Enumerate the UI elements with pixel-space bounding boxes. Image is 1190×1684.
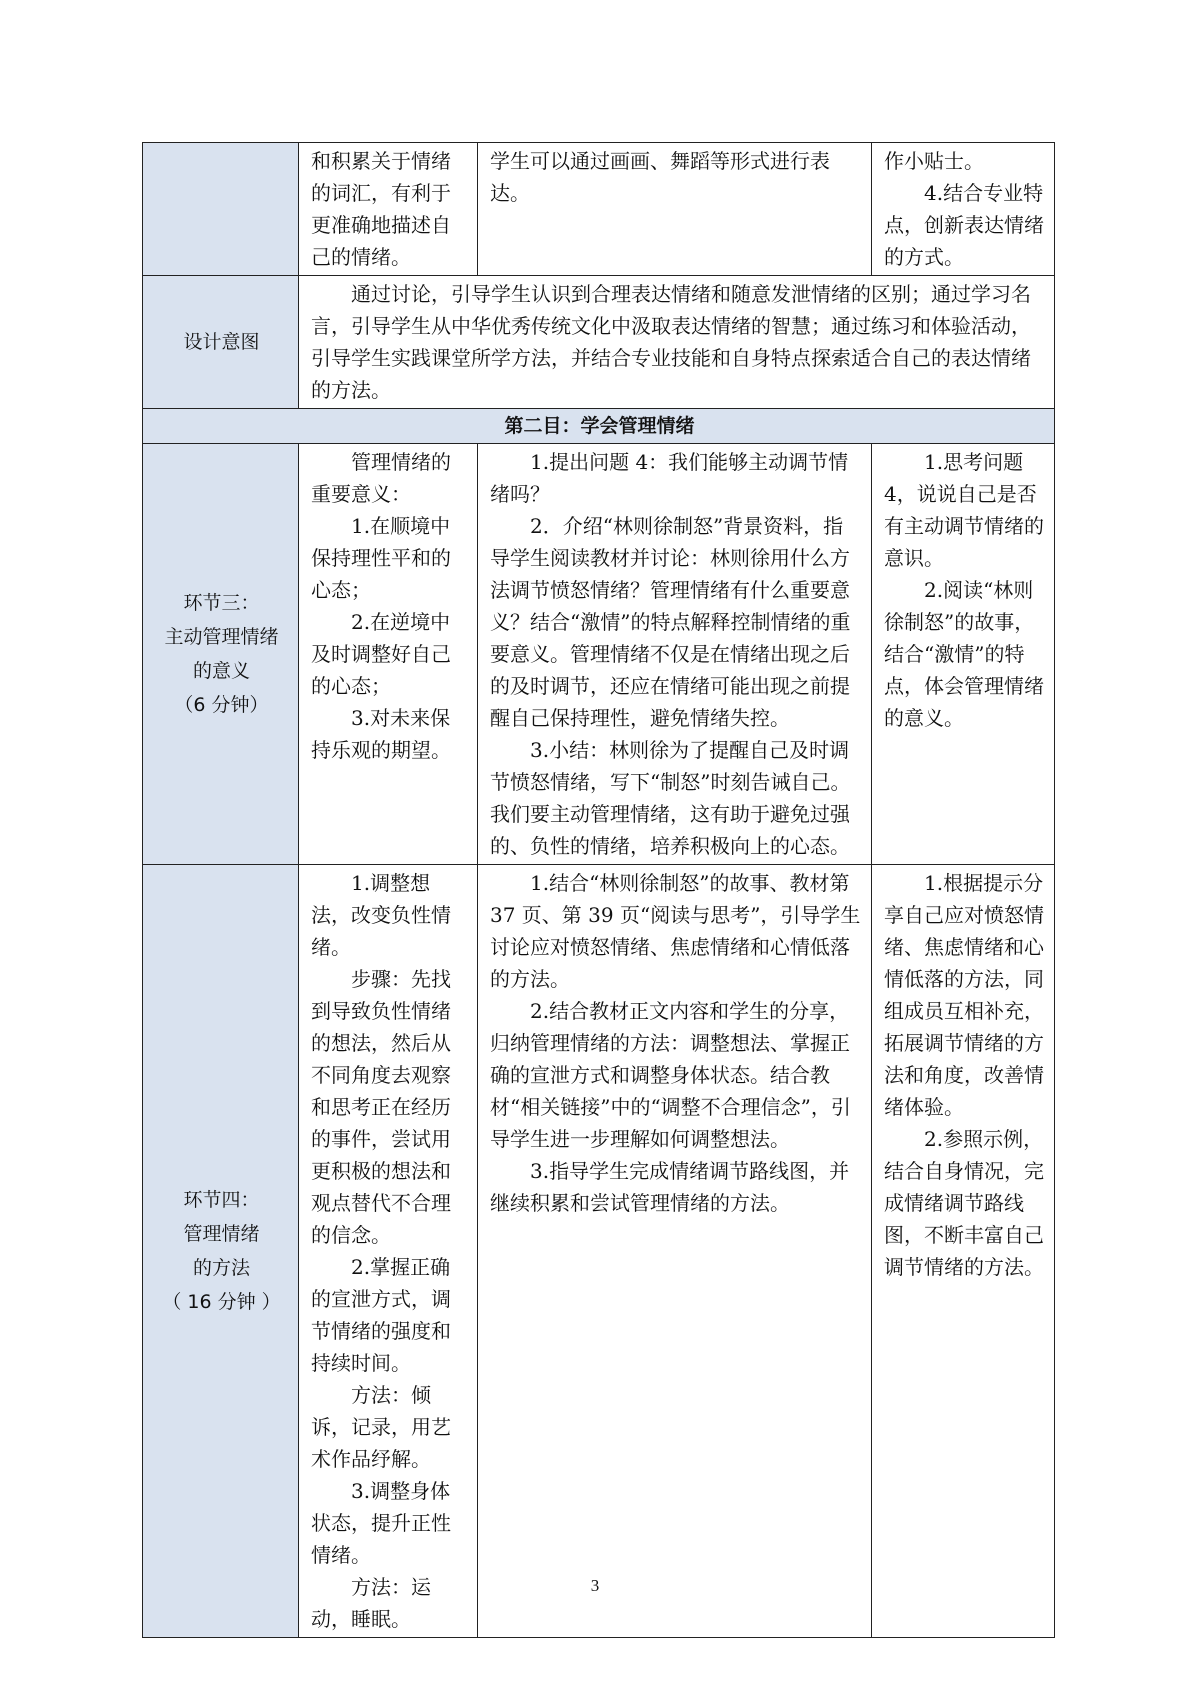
paragraph: 4.结合专业特点，创新表达情绪的方式。 [884, 181, 1044, 269]
paragraph: 管理情绪的重要意义： [311, 450, 451, 506]
page-number: 3 [590, 1576, 600, 1595]
label-line: 环节四： [183, 1189, 260, 1211]
content-cell [299, 143, 478, 276]
paragraph: 方法：运动，睡眠。 [311, 1575, 431, 1631]
row-label-link-four [143, 865, 299, 1638]
paragraph: 和积累关于情绪的词汇，有利于更准确地描述自己的情绪。 [311, 149, 451, 269]
paragraph: 2.结合教材正文内容和学生的分享，归纳管理情绪的方法：调整想法、掌握正确的宣泄方式和调整身体状态。结合教材“相关链接”中的“调整不合理信念”，引导学生进一步理解如何调整想法。 [490, 999, 851, 1151]
row-label-link-three [143, 444, 299, 865]
paragraph: 方法：倾诉，记录，用艺术作品纾解。 [311, 1383, 451, 1471]
paragraph: 1.根据提示分享自己应对愤怒情绪、焦虑情绪和心情低落的方法，同组成员互相补充，拓展调节情绪的方法和角度，改善情绪体验。 [884, 871, 1044, 1119]
design-intent-text-cell [299, 276, 1055, 409]
paragraph: 3.调整身体状态，提升正性情绪。 [311, 1479, 451, 1567]
paragraph: 3.对未来保持乐观的期望。 [311, 706, 451, 762]
table-row-design-intent [143, 276, 1055, 409]
row-label-empty [143, 143, 299, 276]
teacher-activity-cell [478, 143, 872, 276]
table-row-link-four [143, 865, 1055, 1638]
paragraph: 2.阅读“林则徐制怒”的故事，结合“激情”的特点，体会管理情绪的意义。 [884, 578, 1044, 730]
paragraph: 步骤：先找到导致负性情绪的想法，然后从不同角度去观察和思考正在经历的事件，尝试用更积极的想法和观点替代不合理的信念。 [311, 967, 451, 1247]
row-label-design-intent: 设计意图 [143, 276, 299, 409]
student-activity-cell [872, 444, 1055, 865]
paragraph: 1.在顺境中保持理性平和的心态； [311, 514, 451, 602]
paragraph: 2.在逆境中及时调整好自己的心态； [311, 610, 451, 698]
section-heading-row [143, 409, 1055, 444]
label-line: 管理情绪 [183, 1223, 260, 1245]
paragraph: 3.小结：林则徐为了提醒自己及时调节愤怒情绪，写下“制怒”时刻告诫自己。我们要主动管理情绪，这有助于避免过强的、负性的情绪，培养积极向上的心态。 [490, 738, 851, 858]
student-activity-cell [872, 865, 1055, 1638]
label-line: 环节三： [183, 592, 260, 614]
paragraph: 1.调整想法，改变负性情绪。 [311, 871, 451, 959]
paragraph: 1.结合“林则徐制怒”的故事、教材第 37 页、第 39 页“阅读与思考”，引导学生讨论应对愤怒情绪、焦虑情绪和心情低落的方法。 [490, 871, 861, 991]
design-intent-text: 通过讨论，引导学生认识到合理表达情绪和随意发泄情绪的区别；通过学习名言，引导学生从中华优秀传统文化中汲取表达情绪的智慧；通过练习和体验活动，引导学生实践课堂所学方法，并结合专业技能和自身特点探索适合自己的表达情绪的方法。 [311, 282, 1031, 402]
label-line: （ 16 分钟 ） [162, 1291, 281, 1313]
student-activity-cell [872, 143, 1055, 276]
label-line: （6 分钟） [174, 694, 269, 716]
paragraph: 2.掌握正确的宣泄方式，调节情绪的强度和持续时间。 [311, 1255, 451, 1375]
paragraph: 3.指导学生完成情绪调节路线图，并继续积累和尝试管理情绪的方法。 [490, 1159, 850, 1215]
paragraph: 学生可以通过画画、舞蹈等形式进行表达。 [490, 149, 830, 205]
paragraph: 1.思考问题 4，说说自己是否有主动调节情绪的意识。 [884, 450, 1044, 570]
content-cell [299, 865, 478, 1638]
paragraph: 作小贴士。 [884, 149, 984, 173]
paragraph: 1.提出问题 4：我们能够主动调节情绪吗？ [490, 450, 849, 506]
label-line: 主动管理情绪 [164, 626, 279, 648]
content-cell [299, 444, 478, 865]
table-row-continued [143, 143, 1055, 276]
teacher-activity-cell [478, 444, 872, 865]
label-line: 的方法 [192, 1257, 250, 1279]
label-line: 的意义 [192, 660, 250, 682]
lesson-plan-table [142, 142, 1055, 1638]
teacher-activity-cell [478, 865, 872, 1638]
section-title: 第二目：学会管理情绪 [143, 409, 1055, 444]
paragraph: 2.参照示例，结合自身情况，完成情绪调节路线图，不断丰富自己调节情绪的方法。 [884, 1127, 1044, 1279]
table-row-link-three [143, 444, 1055, 865]
paragraph: 2．介绍“林则徐制怒”背景资料，指导学生阅读教材并讨论：林则徐用什么方法调节愤怒情绪？管理情绪有什么重要意义？结合“激情”的特点解释控制情绪的重要意义。管理情绪不仅是在情绪出现之后的及时调节，还应在情绪可能出现之前提醒自己保持理性，避免情绪失控。 [490, 514, 851, 730]
